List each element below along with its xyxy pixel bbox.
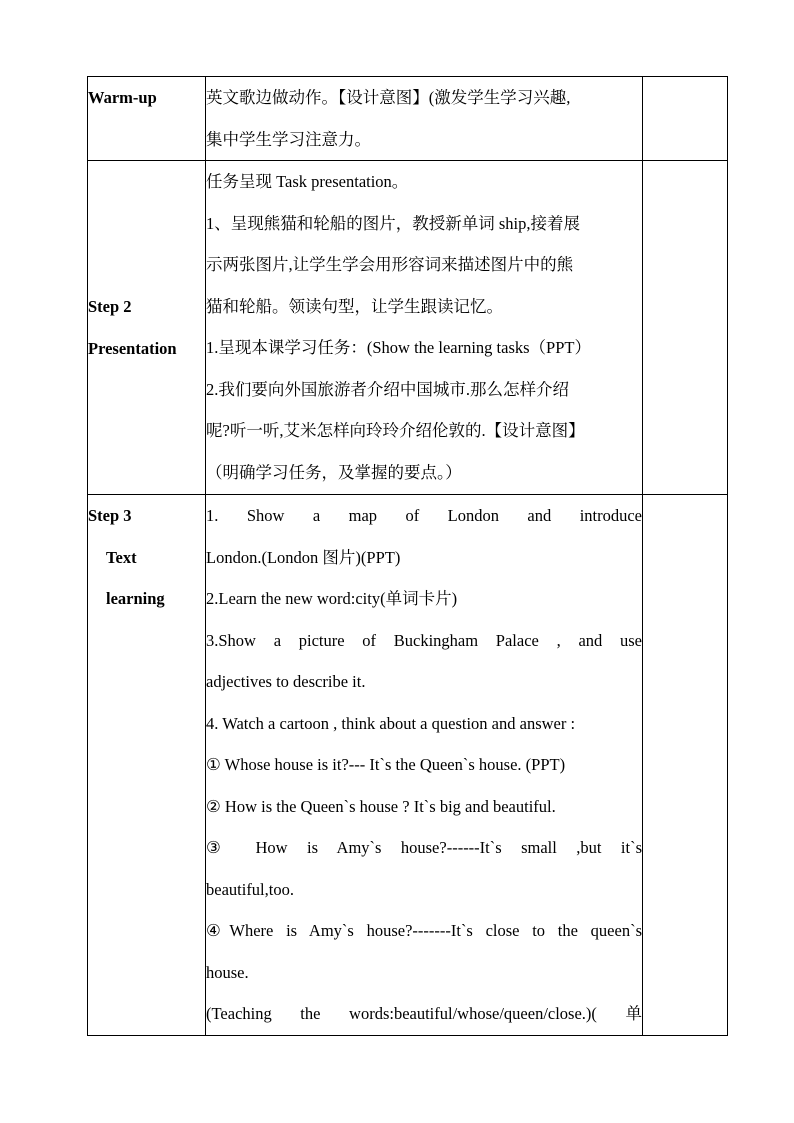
stage-label: Presentation [88, 338, 177, 358]
content-line: 猫和轮船。领读句型，让学生跟读记忆。 [206, 296, 503, 316]
content-line: beautiful,too. [206, 879, 294, 899]
content-line: 任务呈现 Task presentation。 [206, 172, 409, 191]
stage-label: Warm-up [88, 88, 157, 107]
notes-cell-presentation [643, 161, 728, 495]
content-line: 集中学生学习注意力。 [206, 129, 371, 149]
stage-cell-presentation [88, 161, 206, 495]
content-line: ③ How is Amy`s house?------It`s small ,but it`s [206, 838, 642, 857]
notes-cell-warm-up [643, 77, 728, 161]
stage-label: Text [106, 547, 137, 567]
content-line: adjectives to describe it. [206, 672, 366, 691]
table-row-warm-up [88, 77, 728, 161]
content-line: 1、呈现熊猫和轮船的图片，教授新单词 ship,接着展 [206, 213, 581, 233]
content-cell-presentation [206, 161, 643, 495]
stage-label: learning [106, 589, 165, 608]
content-line: 英文歌边做动作。【设计意图】(激发学生学习兴趣, [206, 88, 571, 107]
content-line: 2.我们要向外国旅游者介绍中国城市.那么怎样介绍 [206, 379, 569, 399]
stage-label: Step 2 [88, 297, 132, 316]
content-line: (Teaching the words:beautiful/whose/queen/close.)( 单 [206, 1004, 642, 1023]
content-line: ① Whose house is it?--- It`s the Queen`s house. (PPT) [206, 755, 566, 774]
content-line: 呢?听一听,艾米怎样向玲玲介绍伦敦的.【设计意图】 [206, 421, 585, 440]
content-line: 1.呈现本课学习任务：(Show the learning tasks（PPT） [206, 338, 591, 357]
stage-label: Step 3 [88, 506, 132, 525]
content-cell-text-learning [206, 495, 643, 1036]
content-line: （明确学习任务，及掌握的要点。） [206, 462, 462, 482]
notes-cell-text-learning [643, 495, 728, 1036]
stage-cell-text-learning [88, 495, 206, 1036]
content-line: ④Where is Amy`s house?-------It`s close to the queen`s [206, 921, 642, 940]
content-line: London.(London 图片)(PPT) [206, 547, 401, 567]
stage-cell-warm-up [88, 77, 206, 161]
table-row-text-learning [88, 495, 728, 1036]
content-line: ② How is the Queen`s house ? It`s big and beautiful. [206, 796, 556, 816]
content-line: house. [206, 962, 249, 982]
table-row-presentation [88, 161, 728, 495]
content-cell-warm-up [206, 77, 643, 161]
content-line: 2.Learn the new word:city(单词卡片) [206, 589, 458, 608]
lesson-plan-table [87, 76, 728, 1036]
content-line: 3.Show a picture of Buckingham Palace , and use [206, 630, 642, 650]
content-line: 4. Watch a cartoon , think about a question and answer : [206, 713, 576, 733]
content-line: 示两张图片,让学生学会用形容词来描述图片中的熊 [206, 255, 574, 274]
content-line: 1. Show a map of London and introduce [206, 506, 642, 525]
